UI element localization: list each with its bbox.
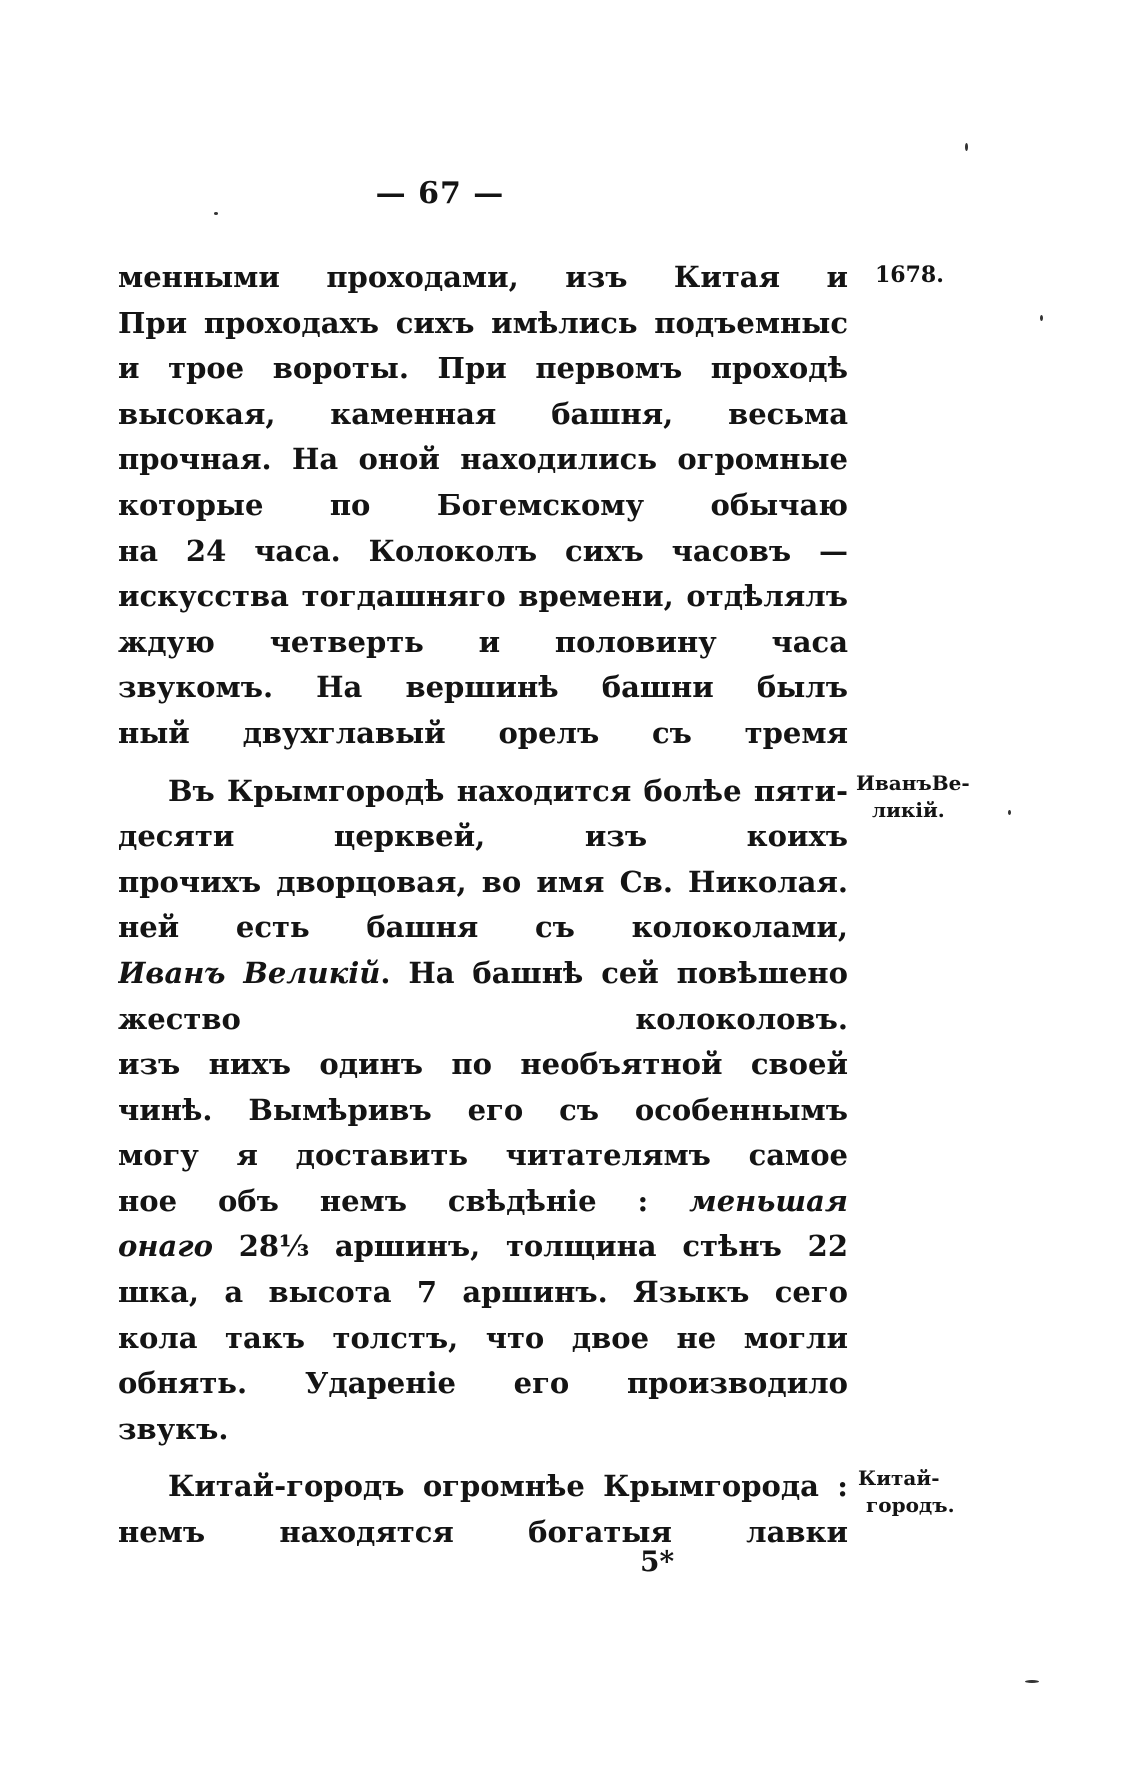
- scan-speck: [1008, 810, 1011, 815]
- page-number: — 67 —: [375, 176, 505, 211]
- scan-speck: [965, 143, 968, 151]
- scan-speck: [214, 212, 218, 215]
- text-line: звукъ.: [118, 1411, 229, 1446]
- text-line: немъ находятся богатыя лавки: [118, 1515, 848, 1550]
- margin-note-ivan-line-1: ИванъВе-: [856, 771, 970, 795]
- signature-mark: 5*: [640, 1545, 675, 1578]
- text-line: Китай-городъ огромнѣе Крымгорода :: [168, 1469, 848, 1504]
- text-line: звукомъ. На вершинѣ башни былъ: [118, 670, 848, 705]
- text-line: ный двухглавый орелъ съ тремя: [118, 715, 848, 750]
- text-line: на 24 часа. Колоколъ сихъ часовъ —: [118, 533, 848, 568]
- text-line: ное объ немъ свѣдѣніе : меньшая: [118, 1183, 848, 1218]
- page-body: [118, 255, 848, 1556]
- text-line: жество колоколовъ.: [118, 1001, 848, 1036]
- text-line: онаго 28⅓ аршинъ, толщина стѣнъ 22: [118, 1229, 848, 1264]
- text-line: шка, а высота 7 аршинъ. Языкъ сего: [118, 1275, 848, 1310]
- text-line: чинѣ. Вымѣривъ его съ особеннымъ: [118, 1092, 848, 1127]
- scan-speck: [1025, 1680, 1039, 1683]
- margin-note-ivan-line-2: ликій.: [872, 798, 945, 822]
- margin-note-kitai-line-1: Китай-: [858, 1466, 940, 1490]
- text-line: обнять. Удареніе его производило: [118, 1366, 848, 1401]
- text-line: десяти церквей, изъ коихъ: [118, 819, 848, 854]
- paragraph-2: [118, 769, 848, 1453]
- text-line: При проходахъ сихъ имѣлись подъемныс: [118, 305, 848, 340]
- text-line: и трое вороты. При первомъ проходѣ: [118, 351, 848, 386]
- text-line: прочная. На оной находились огромные: [118, 442, 848, 477]
- text-line: искусства тогдашняго времени, отдѣлялъ: [118, 579, 848, 614]
- paragraph-1: [118, 255, 848, 757]
- text-line: могу я доставить читателямъ самое: [118, 1138, 848, 1173]
- text-line: Иванъ Великій. На башнѣ сей повѣшено: [118, 955, 848, 990]
- text-line: изъ нихъ одинъ по необъятной своей: [118, 1047, 848, 1082]
- text-line: Въ Крымгородѣ находится болѣе пяти-: [168, 773, 848, 808]
- text-line: которые по Богемскому обычаю: [118, 487, 848, 522]
- paragraph-3: [118, 1464, 848, 1555]
- text-line: ждую четверть и половину часа: [118, 624, 848, 659]
- text-line: кола такъ толстъ, что двое не могли: [118, 1320, 848, 1355]
- text-line: прочихъ дворцовая, во имя Св. Николая.: [118, 864, 848, 899]
- margin-note-kitai-line-2: городъ.: [866, 1493, 955, 1517]
- margin-note-year: 1678.: [875, 262, 944, 288]
- scan-speck: [1040, 315, 1043, 321]
- text-line: менными проходами, изъ Китая и: [118, 260, 848, 294]
- text-line: ней есть башня съ колоколами,: [118, 910, 848, 945]
- text-line: высокая, каменная башня, весьма: [118, 396, 848, 431]
